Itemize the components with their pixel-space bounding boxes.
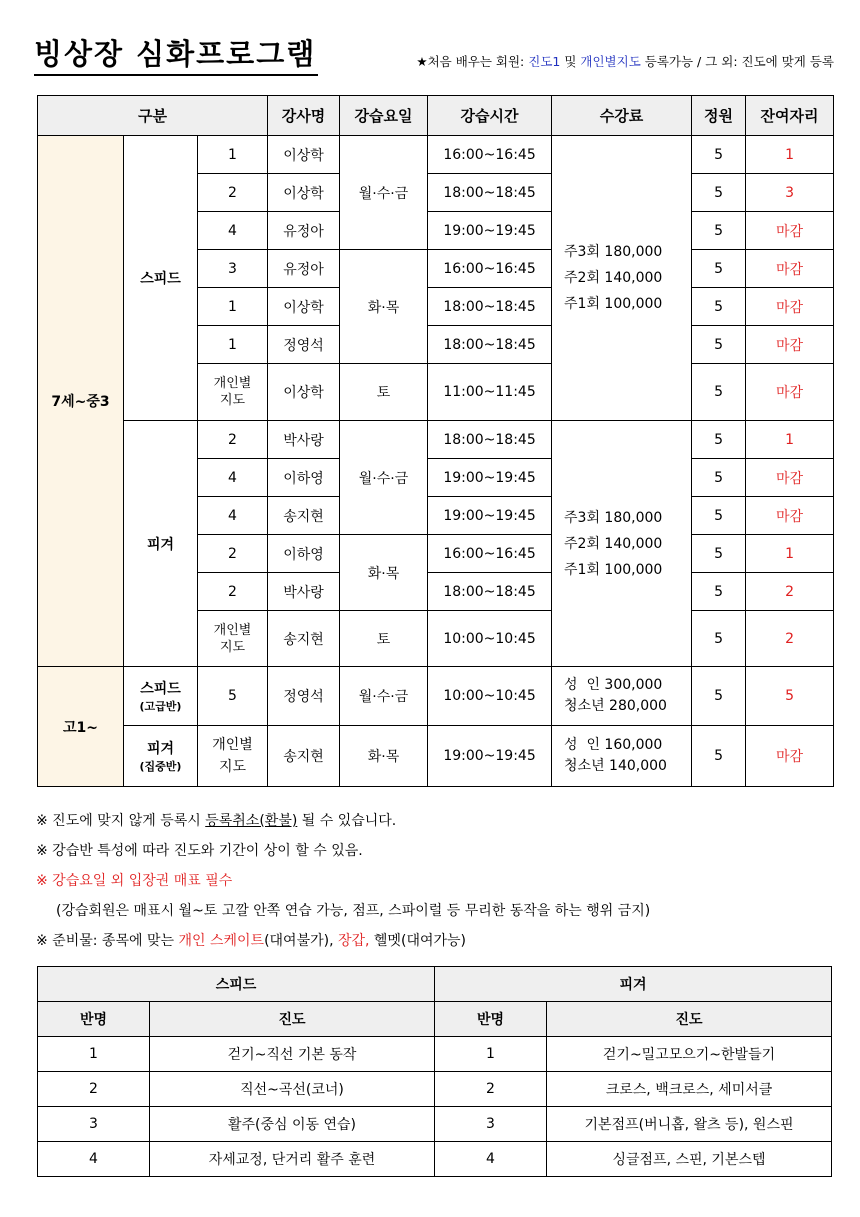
header-days: 강습요일: [340, 96, 428, 136]
remaining: 마감: [746, 212, 834, 250]
level-7-to-m3: 7세~중3: [38, 136, 124, 667]
program-speed: 스피드: [124, 136, 198, 421]
page-title: 빙상장 심화프로그램: [34, 36, 318, 76]
header-remaining: 잔여자리: [746, 96, 834, 136]
capacity: 5: [692, 535, 746, 573]
instructor: 이상학: [268, 288, 340, 326]
header-capacity: 정원: [692, 96, 746, 136]
capacity: 5: [692, 326, 746, 364]
time: 16:00~16:45: [428, 250, 552, 288]
personal-line: 지도: [218, 759, 247, 775]
instructor: 송지현: [268, 611, 340, 667]
time: 19:00~19:45: [428, 459, 552, 497]
table-row: [38, 1072, 832, 1107]
figure-content: 싱글점프, 스핀, 기본스텝: [547, 1142, 832, 1177]
speed-class: 3: [38, 1107, 150, 1142]
fee-line: 주1회 100,000: [564, 296, 663, 312]
instructor: 이상학: [268, 174, 340, 212]
instructor: 송지현: [268, 726, 340, 787]
instructor: 정영석: [268, 326, 340, 364]
class-level: 1: [198, 326, 268, 364]
class-level-personal: [198, 611, 268, 667]
remaining: 마감: [746, 497, 834, 535]
fee-cell: [552, 136, 692, 421]
time: 16:00~16:45: [428, 136, 552, 174]
table-row: [38, 1037, 832, 1072]
program-sub: (집중반): [139, 760, 182, 773]
capacity: 5: [692, 459, 746, 497]
level-h1-up: 고1~: [38, 667, 124, 787]
time: 18:00~18:45: [428, 573, 552, 611]
days: 토: [340, 364, 428, 421]
class-level: 1: [198, 288, 268, 326]
program-name: 스피드: [140, 681, 181, 697]
note-red: 장갑,: [337, 933, 370, 949]
note-prefix: ★처음 배우는 회원:: [416, 54, 529, 69]
time: 18:00~18:45: [428, 174, 552, 212]
time: 10:00~10:45: [428, 667, 552, 726]
days: 화·목: [340, 250, 428, 364]
progress-header-row: [38, 967, 832, 1002]
fee-line: 주2회 140,000: [564, 270, 663, 286]
capacity: 5: [692, 667, 746, 726]
instructor: 박사랑: [268, 421, 340, 459]
fee-line: 성 인 300,000: [564, 677, 663, 693]
note-text: ※ 준비물: 종목에 맞는: [36, 933, 179, 949]
remaining: 1: [746, 535, 834, 573]
speed-content: 걷기~직선 기본 동작: [150, 1037, 435, 1072]
program-sub: (고급반): [139, 700, 182, 713]
instructor: 이상학: [268, 364, 340, 421]
days: 월·수·금: [340, 667, 428, 726]
instructor: 이상학: [268, 136, 340, 174]
class-level: 4: [198, 459, 268, 497]
figure-content: 크로스, 백크로스, 세미서클: [547, 1072, 832, 1107]
capacity: 5: [692, 364, 746, 421]
time: 18:00~18:45: [428, 326, 552, 364]
instructor: 이하영: [268, 459, 340, 497]
instructor: 유정아: [268, 212, 340, 250]
header-fee: 수강료: [552, 96, 692, 136]
speed-class: 1: [38, 1037, 150, 1072]
class-level-personal: [198, 364, 268, 421]
class-level: 4: [198, 212, 268, 250]
note-mid: 및: [560, 54, 581, 69]
remaining: 3: [746, 174, 834, 212]
instructor: 유정아: [268, 250, 340, 288]
fee-line: 주1회 100,000: [564, 561, 663, 578]
class-level: 4: [198, 497, 268, 535]
remaining: 마감: [746, 459, 834, 497]
days: 화·목: [340, 535, 428, 611]
capacity: 5: [692, 611, 746, 667]
fee-line: 주2회 140,000: [564, 535, 663, 552]
header-time: 강습시간: [428, 96, 552, 136]
note-suffix: 등록가능 / 그 외: 진도에 맞게 등록: [640, 54, 834, 69]
remaining: 마감: [746, 326, 834, 364]
table-row: [38, 136, 834, 174]
remaining: 5: [746, 667, 834, 726]
table-row: [38, 667, 834, 726]
time: 10:00~10:45: [428, 611, 552, 667]
speed-content: 활주(중심 이동 연습): [150, 1107, 435, 1142]
figure-class: 1: [435, 1037, 547, 1072]
capacity: 5: [692, 250, 746, 288]
note-progress: ※ 강습반 특성에 따라 진도와 기간이 상이 할 수 있음.: [36, 843, 363, 859]
instructor: 정영석: [268, 667, 340, 726]
table-row: [38, 1107, 832, 1142]
speed-class: 4: [38, 1142, 150, 1177]
capacity: 5: [692, 573, 746, 611]
notes-section: [36, 806, 836, 956]
class-level: 2: [198, 535, 268, 573]
fee-cell: [552, 421, 692, 667]
note-text: ※ 진도에 맞지 않게 등록시: [36, 813, 206, 829]
personal-line: 개인별: [213, 622, 252, 638]
note-equipment: [36, 926, 836, 956]
time: 19:00~19:45: [428, 212, 552, 250]
days: 토: [340, 611, 428, 667]
capacity: 5: [692, 174, 746, 212]
note-red: 개인 스케이트: [178, 933, 265, 949]
remaining: 1: [746, 421, 834, 459]
fee-line: 주3회 180,000: [564, 509, 663, 526]
capacity: 5: [692, 136, 746, 174]
remaining: 마감: [746, 288, 834, 326]
capacity: 5: [692, 288, 746, 326]
days: 월·수·금: [340, 421, 428, 535]
class-level-personal: [198, 726, 268, 787]
speed-content: 자세교정, 단거리 활주 훈련: [150, 1142, 435, 1177]
time: 16:00~16:45: [428, 535, 552, 573]
remaining: 마감: [746, 364, 834, 421]
remaining: 2: [746, 573, 834, 611]
fee-line: 성 인 160,000: [564, 737, 663, 753]
progress-speed-header: 스피드: [38, 967, 435, 1002]
figure-class: 4: [435, 1142, 547, 1177]
days: 화·목: [340, 726, 428, 787]
class-level: 2: [198, 573, 268, 611]
note-text: 헬멧(대여가능): [369, 933, 467, 949]
program-figure: 피겨: [124, 421, 198, 667]
progress-figure-header: 피겨: [435, 967, 832, 1002]
time: 19:00~19:45: [428, 726, 552, 787]
time: 19:00~19:45: [428, 497, 552, 535]
class-level: 3: [198, 250, 268, 288]
note-practice: (강습회원은 매표시 월~토 고깔 안쪽 연습 가능, 점프, 스파이럴 등 무리한 동작을 하는 행위 금지): [56, 903, 651, 919]
header-instructor: 강사명: [268, 96, 340, 136]
class-header: 반명: [435, 1002, 547, 1037]
remaining: 2: [746, 611, 834, 667]
note-text: (대여불가),: [264, 933, 338, 949]
note-level1: 진도1: [528, 54, 561, 69]
program-speed-advanced: [124, 667, 198, 726]
fee-line: 주3회 180,000: [564, 244, 663, 260]
schedule-table: [37, 95, 834, 787]
class-level: 5: [198, 667, 268, 726]
header-category: 구분: [38, 96, 268, 136]
instructor: 송지현: [268, 497, 340, 535]
table-row: [38, 421, 834, 459]
personal-line: 지도: [219, 393, 246, 408]
personal-line: 개인별: [212, 737, 253, 753]
capacity: 5: [692, 212, 746, 250]
table-header-row: [38, 96, 834, 136]
fee-cell: [552, 667, 692, 726]
speed-content: 직선~곡선(코너): [150, 1072, 435, 1107]
program-name: 피겨: [146, 741, 175, 757]
speed-class: 2: [38, 1072, 150, 1107]
remaining: 마감: [746, 726, 834, 787]
content-header: 진도: [547, 1002, 832, 1037]
note-underlined: 등록취소(환불): [205, 813, 298, 829]
progress-table: [37, 966, 832, 1177]
remaining: 마감: [746, 250, 834, 288]
remaining: 1: [746, 136, 834, 174]
days: 월·수·금: [340, 136, 428, 250]
instructor: 이하영: [268, 535, 340, 573]
fee-line: 청소년 280,000: [564, 698, 667, 714]
figure-content: 걷기~밀고모으기~한발들기: [547, 1037, 832, 1072]
figure-class: 3: [435, 1107, 547, 1142]
capacity: 5: [692, 726, 746, 787]
table-row: [38, 1142, 832, 1177]
class-level: 2: [198, 421, 268, 459]
instructor: 박사랑: [268, 573, 340, 611]
note-text: 될 수 있습니다.: [297, 813, 397, 829]
program-figure-intensive: [124, 726, 198, 787]
table-row: [38, 726, 834, 787]
personal-line: 개인별: [213, 376, 252, 391]
note-refund: [36, 806, 836, 836]
progress-subheader-row: [38, 1002, 832, 1037]
note-ticket: ※ 강습요일 외 입장권 매표 필수: [36, 873, 233, 889]
capacity: 5: [692, 497, 746, 535]
capacity: 5: [692, 421, 746, 459]
content-header: 진도: [150, 1002, 435, 1037]
class-level: 1: [198, 136, 268, 174]
registration-note: [416, 52, 834, 70]
note-personal: 개인별지도: [580, 54, 641, 69]
class-level: 2: [198, 174, 268, 212]
time: 11:00~11:45: [428, 364, 552, 421]
personal-line: 지도: [219, 639, 246, 655]
figure-content: 기본점프(버니홉, 왈츠 등), 원스핀: [547, 1107, 832, 1142]
fee-line: 청소년 140,000: [564, 758, 667, 774]
class-header: 반명: [38, 1002, 150, 1037]
fee-cell: [552, 726, 692, 787]
time: 18:00~18:45: [428, 421, 552, 459]
figure-class: 2: [435, 1072, 547, 1107]
time: 18:00~18:45: [428, 288, 552, 326]
